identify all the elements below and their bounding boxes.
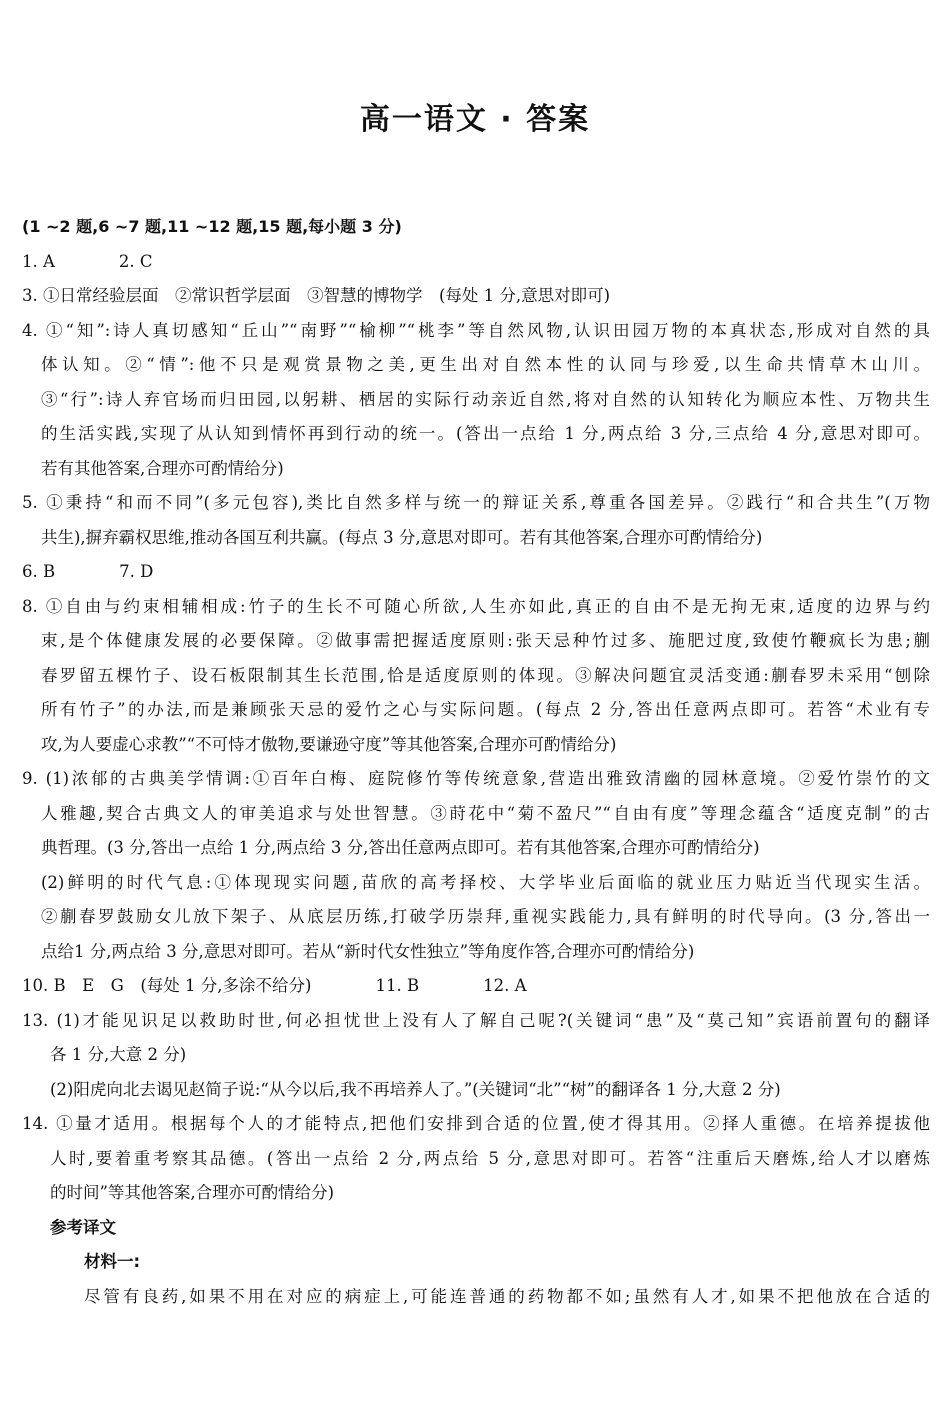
- answer-4-line-2: 体认知。②“情”:他不只是观赏景物之美,更生出对自然本性的认同与珍爱,以生命共情草木山川。: [41, 355, 930, 374]
- answer-4-line-1: 4. ①“知”:诗人真切感知“丘山”“南野”“榆柳”“桃李”等自然风物,认识田园万物的本真状态,形成对自然的具: [22, 320, 930, 340]
- answer-5-line-1: 5. ①秉持“和而不同”(多元包容),类比自然多样与统一的辩证关系,尊重各国差异。②践行“和合共生”(万物: [22, 493, 930, 512]
- answer-2: 2. C: [118, 251, 153, 271]
- answer-1: 1. A: [22, 251, 55, 271]
- answer-content: [22, 210, 930, 1314]
- answer-7: 7. D: [119, 562, 154, 581]
- answer-10: 10. B E G (每处 1 分,多涂不给分): [22, 976, 312, 995]
- answer-4-line-4: 的生活实践,实现了从认知到情怀再到行动的统一。(答出一点给 1 分,两点给 3 分,三点给 4 分,意思对即可。: [41, 424, 930, 443]
- answer-9-line-4: (2)鲜明的时代气息:①体现现实问题,苗欣的高考择校、大学毕业后面临的就业压力贴近当代现实生活。: [41, 872, 930, 892]
- answer-8-line-1: 8. ①自由与约束相辅相成:竹子的生长不可随心所欲,人生亦如此,真正的自由不是无拘无束,适度的边界与约: [22, 596, 930, 616]
- material-heading: 材料一:: [84, 1252, 141, 1271]
- answer-9-line-6: 点给1 分,两点给 3 分,意思对即可。若从“新时代女性独立”等角度作答,合理亦可酌情给分): [41, 941, 695, 961]
- answer-8-line-2: 束,是个体健康发展的必要保障。②做事需把握适度原则:张天忌种竹过多、施肥过度,致使竹鞭疯长为患;蒯: [41, 631, 930, 650]
- answer-8-line-4: 所有竹子”的办法,而是兼顾张天忌的爱竹之心与实际问题。(每点 2 分,答出任意两点即可。若答“术业有专: [41, 700, 930, 719]
- answer-4-line-5: 若有其他答案,合理亦可酌情给分): [41, 458, 284, 478]
- answer-4-line-3: ③“行”:诗人弃官场而归田园,以躬耕、栖居的实际行动亲近自然,将对自然的认知转化为顺应本性、万物共生: [41, 389, 930, 409]
- answer-8-line-5: 攻,为人要虚心求教”“不可恃才傲物,要谦逊守度”等其他答案,合理亦可酌情给分): [41, 734, 617, 754]
- answer-8-line-3: 春罗留五棵竹子、设石板限制其生长范围,恰是适度原则的体现。③解决问题宜灵活变通:蒯春罗未采用“刨除: [41, 665, 930, 685]
- scoring-intro: (1 ~2 题,6 ~7 题,11 ~12 题,15 题,每小题 3 分): [22, 217, 402, 236]
- page-title: 高一语文 · 答案: [359, 102, 591, 137]
- answer-11: 11. B: [375, 976, 420, 995]
- answer-9-line-5: ②蒯春罗鼓励女儿放下架子、从底层历练,打破学历崇拜,重视实践能力,具有鲜明的时代导向。(3 分,答出一: [41, 907, 930, 926]
- answer-13-line-2: 各 1 分,大意 2 分): [50, 1045, 187, 1064]
- answer-14-line-3: 的时间”等其他答案,合理亦可酌情给分): [50, 1183, 335, 1202]
- answer-9-line-1: 9. (1)浓郁的古典美学情调:①百年白梅、庭院修竹等传统意象,营造出雅致清幽的园林意境。②爱竹崇竹的文: [22, 769, 930, 788]
- answer-13-line-1: 13. (1)才能见识足以救助时世,何必担忧世上没有人了解自己呢?(关键词“患”及“莫己知”宾语前置句的翻译: [22, 1010, 930, 1030]
- answers-1-2: [22, 245, 930, 280]
- answers-10-12: [22, 969, 930, 1004]
- answer-5-line-2: 共生),摒弃霸权思维,推动各国互利共赢。(每点 3 分,意思对即可。若有其他答案,合理亦可酌情给分): [41, 527, 763, 547]
- answers-6-7: [22, 555, 930, 590]
- answer-3: 3. ①日常经验层面 ②常识哲学层面 ③智慧的博物学 (每处 1 分,意思对即可): [22, 286, 611, 305]
- translation-heading: 参考译文: [50, 1217, 116, 1237]
- answer-9-line-3: 典哲理。(3 分,答出一点给 1 分,两点给 3 分,答出任意两点即可。若有其他答案,合理亦可酌情给分): [41, 838, 760, 857]
- answer-6: 6. B: [22, 562, 56, 581]
- answer-12: 12. A: [483, 976, 527, 995]
- material-text: 尽管有良药,如果不用在对应的病症上,可能连普通的药物都不如;虽然有人才,如果不把他放在合适的: [84, 1286, 930, 1306]
- answer-14-line-1: 14. ①量才适用。根据每个人的才能特点,把他们安排到合适的位置,使才得其用。②择人重德。在培养提拔他: [22, 1114, 930, 1133]
- answer-9-line-2: 人雅趣,契合古典文人的审美追求与处世智慧。③莳花中“菊不盈尺”“自由有度”等理念蕴含“适度克制”的古: [41, 803, 930, 823]
- answer-13-line-3: (2)阳虎向北去谒见赵简子说:“从今以后,我不再培养人了。”(关键词“北”“树”的翻译各 1 分,大意 2 分): [50, 1079, 781, 1099]
- answer-14-line-2: 人时,要着重考察其品德。(答出一点给 2 分,两点给 5 分,意思对即可。若答“注重后天磨炼,给人才以磨炼: [50, 1148, 930, 1168]
